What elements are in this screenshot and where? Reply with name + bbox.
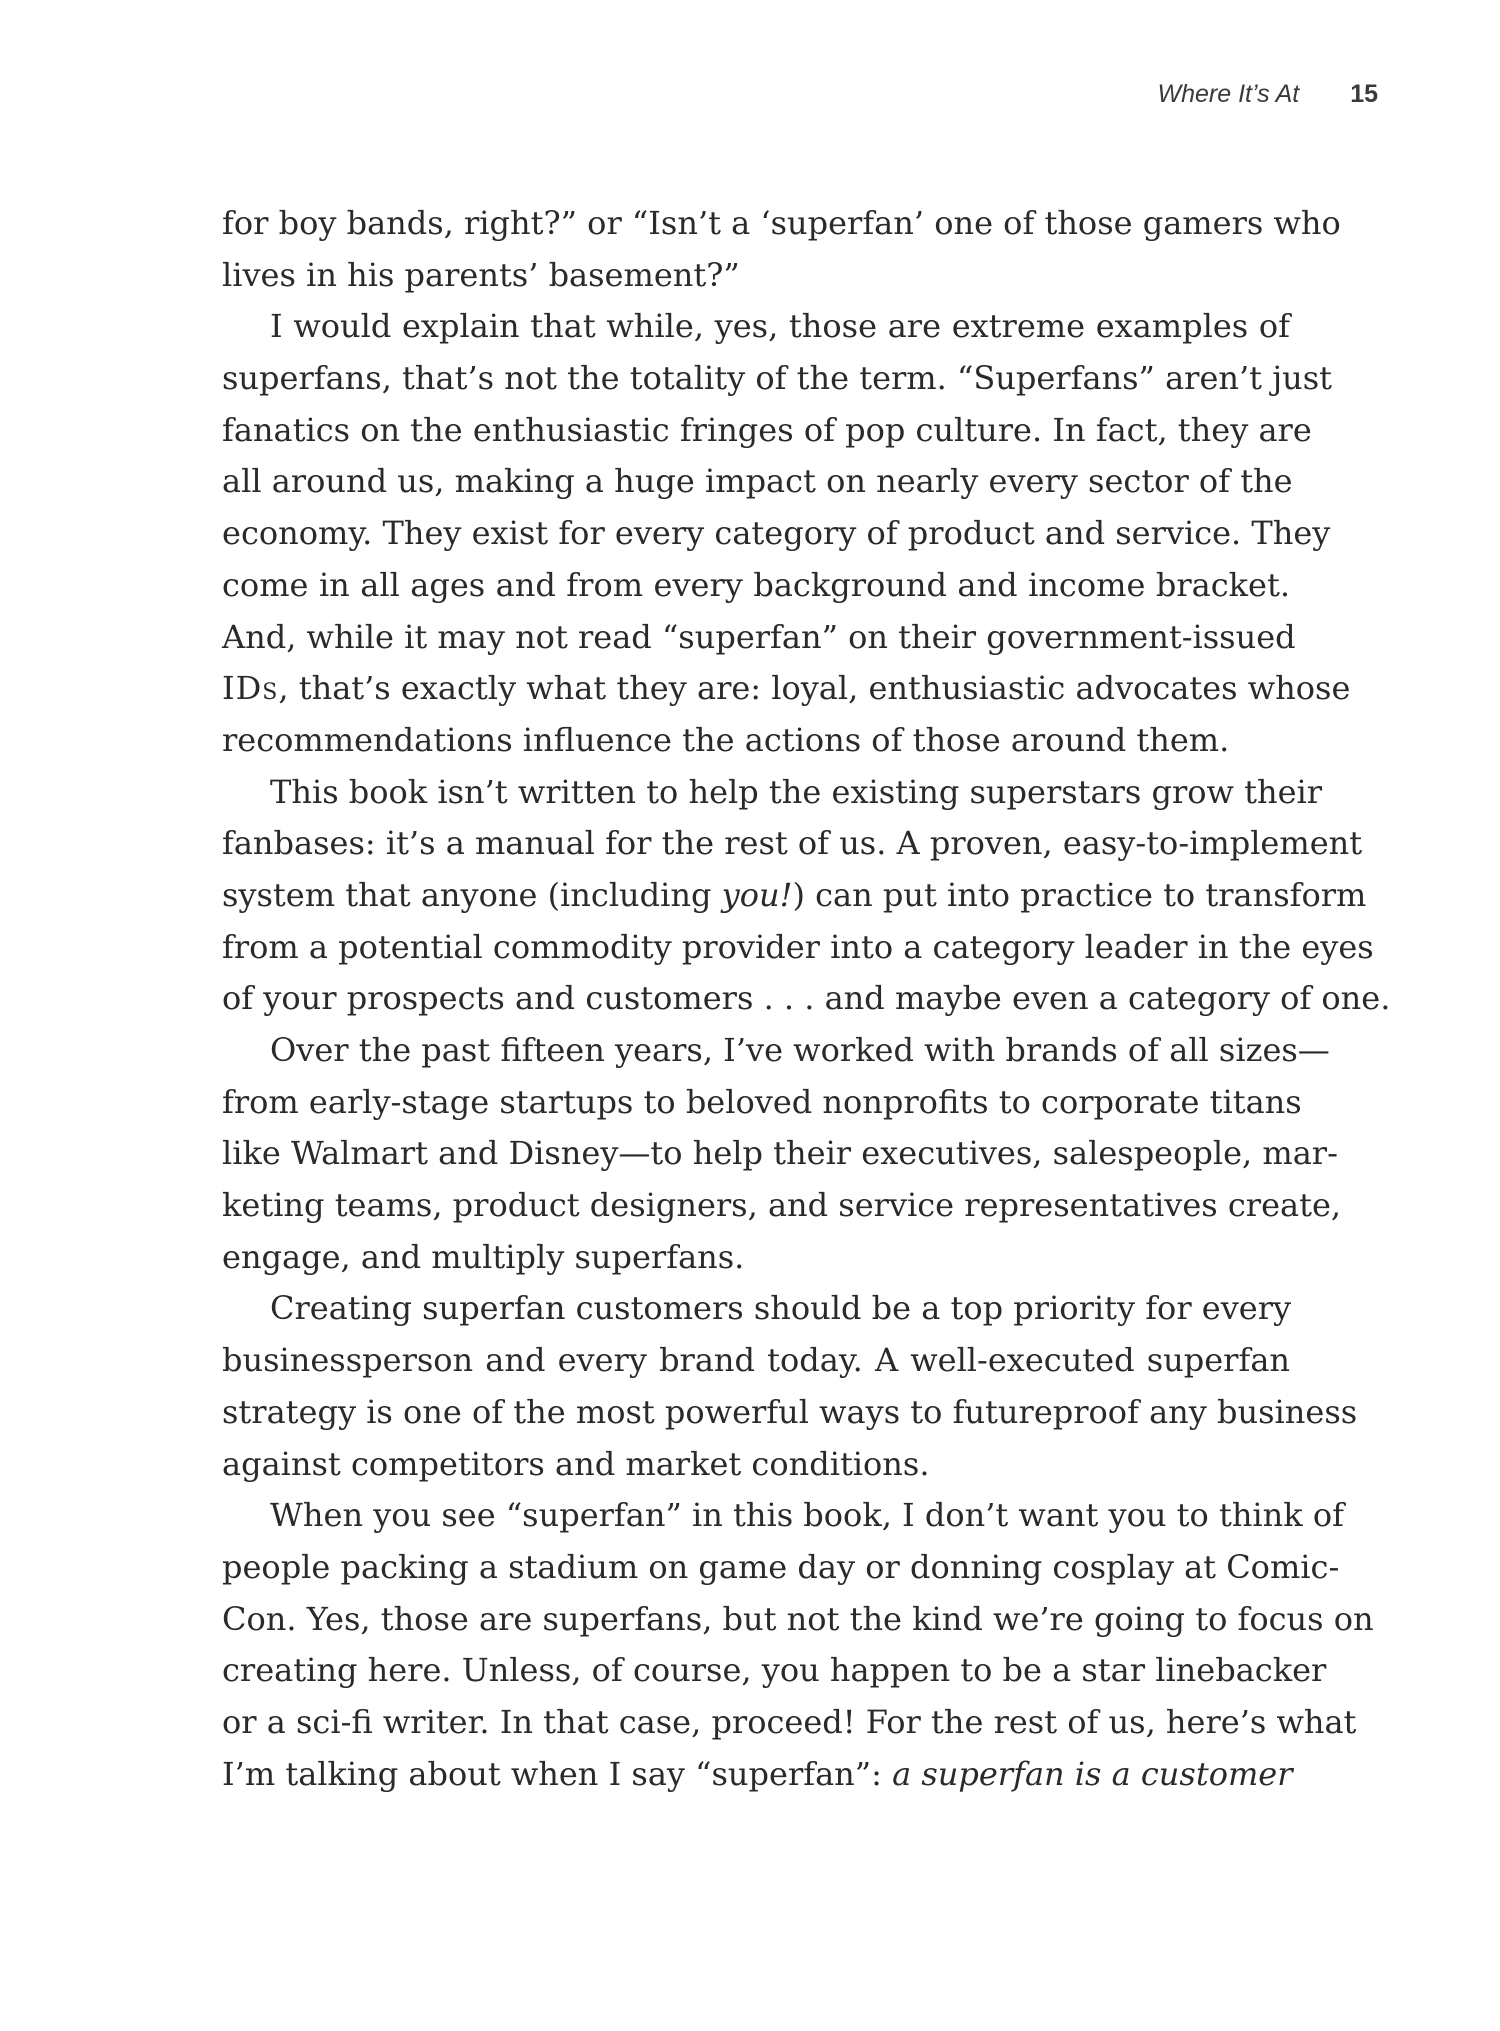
text-line: businessperson and every brand today. A well-executed superfan [222, 1341, 1290, 1380]
text-line: from early-stage startups to beloved nonprofits to corporate titans [222, 1082, 1302, 1121]
text-line: against competitors and market conditions. [222, 1444, 930, 1483]
text-line: come in all ages and from every background and income bracket. [222, 565, 1290, 604]
text-line: strategy is one of the most powerful ways to futureproof any business [222, 1392, 1358, 1431]
text-line: economy. They exist for every category of product and service. They [222, 514, 1331, 553]
text-line: And, while it may not read “superfan” on their government-issued [222, 617, 1296, 656]
text-line: recommendations influence the actions of those around them. [222, 720, 1230, 759]
text-line: Over the past fifteen years, I’ve worked with brands of all sizes— [270, 1031, 1330, 1069]
text-line: of your prospects and customers . . . and maybe even a category of one. [222, 979, 1391, 1018]
text-line: from a potential commodity provider into a category leader in the eyes [222, 927, 1374, 966]
text-line: or a sci-fi writer. In that case, proceed! For the rest of us, here’s what [222, 1702, 1357, 1741]
line-text: ) can put into practice to transform [792, 875, 1367, 914]
text-line: creating here. Unless, of course, you happen to be a star linebacker [222, 1651, 1327, 1690]
line-text: system that anyone (including [222, 875, 722, 914]
text-line [222, 663, 1351, 715]
text-line: all around us, making a huge impact on nearly every sector of the [222, 462, 1293, 501]
italic-text: a superfan is a customer [892, 1754, 1293, 1793]
italic-text: you! [721, 875, 793, 914]
text-line: people packing a stadium on game day or donning cosplay at Comic- [222, 1547, 1340, 1586]
text-line: When you see “superfan” in this book, I don’t want you to think of [270, 1496, 1344, 1535]
text-line: engage, and multiply superfans. [222, 1237, 745, 1276]
text-line: superfans, that’s not the totality of the term. “Superfans” aren’t just [222, 359, 1333, 398]
text-line [222, 1749, 1293, 1801]
line-text: I’m talking about when I say “superfan”: [222, 1754, 893, 1793]
body-text [222, 198, 1391, 1800]
text-line: fanatics on the enthusiastic fringes of pop culture. In fact, they are [222, 410, 1312, 449]
text-line: lives in his parents’ basement?” [222, 255, 740, 294]
text-line: Con. Yes, those are superfans, but not the kind we’re going to focus on [222, 1599, 1374, 1638]
text-line: for boy bands, right?” or “Isn’t a ‘superfan’ one of those gamers who [222, 204, 1341, 242]
text-line: like Walmart and Disney—to help their executives, salespeople, mar- [222, 1134, 1338, 1173]
text-line: I would explain that while, yes, those are extreme examples of [270, 307, 1290, 346]
text-line: fanbases: it’s a manual for the rest of us. A proven, easy-to-implement [222, 824, 1363, 863]
running-head [1158, 80, 1378, 109]
text-line: Creating superfan customers should be a top priority for every [270, 1289, 1292, 1328]
line-text: , that’s exactly what they are: loyal, enthusiastic advocates whose [278, 669, 1351, 708]
running-title: Where It’s At [1157, 80, 1300, 108]
text-line: keting teams, product designers, and service representatives create, [222, 1186, 1342, 1225]
text-line [222, 870, 1367, 922]
page-number: 15 [1350, 80, 1378, 108]
small-caps-text: IDs [222, 669, 279, 708]
text-line: This book isn’t written to help the existing superstars grow their [270, 772, 1323, 811]
